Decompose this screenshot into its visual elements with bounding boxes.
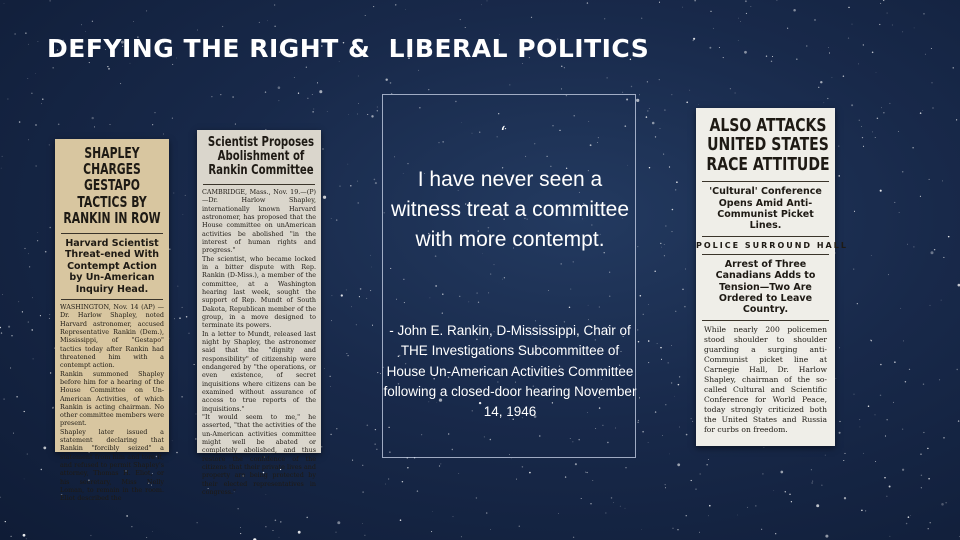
clipping-divider — [61, 233, 163, 234]
clipping-body: CAMBRIDGE, Mass., Nov. 19.—(P) —Dr. Harlow Shapley, internationally known Harvard astronomer, has proposed that the House committee on unAmerican activities be abolished "in the interest of human rights and progress." The scientist, who became locked in a bitter dispute with Rep. Rankin (D-Miss.), a member of the committee, at a Washington hearing last week, sought the support of Rep. Mundt of South Dakota, Republican member of the group, in a move designed to terminate its powers. In a letter to Mundt, released last night by Shapley, the astronomer said that the "dignity and responsibility" of citizenship were endangered by "the operations, or even existence, of secret inquisitions where citizens can be examined without assurance of access to true reports of the inquisitions." "It would seem to me," he asserted, "that the activities of the un-American activities committee might well be abated or completely abolished, and thus restore the confidence of the citizens that their private lives and property are being protected by their elected representatives in congress." — [202, 188, 316, 496]
clipping-divider — [702, 254, 829, 255]
clipping-divider — [702, 181, 829, 182]
newspaper-clipping-shapley-charges — [55, 139, 169, 503]
clipping-subhead-arrest: Arrest of Three Canadians Adds to Tension—Two Are Ordered to Leave Country. — [715, 258, 816, 316]
clipping-divider — [61, 299, 163, 300]
clipping-subhead: Harvard Scientist Threat-ened With Contempt Action by Un-American Inquiry Head. — [64, 237, 160, 295]
slide-title: DEFYING THE RIGHT & LIBERAL POLITICS — [47, 34, 650, 63]
quote-text: I have never seen a witness treat a committee with more contempt. — [390, 168, 630, 252]
clipping-divider — [702, 236, 829, 237]
newspaper-clipping-also-attacks — [696, 108, 848, 446]
quote-attribution: - John E. Rankin, D-Mississippi, Chair of THE Investigations Subcommittee of House Un-American Activities Committee following a closed-door hearing November 14, 1946 — [383, 323, 637, 419]
clipping-body: While nearly 200 policemen stood shoulder to shoulder guarding a surging anti-Communist picket line at Carnegie Hall, Dr. Harlow Shapley, chairman of the so-called Cultural and Scientific Conference for World Peace, today strongly criticized both the United States and Russia for curbs on freedom. — [704, 324, 827, 434]
clipping-headline: ALSO ATTACKS UNITED STATES RACE ATTITUDE — [706, 115, 830, 175]
clipping-headline: SHAPLEY CHARGES GESTAPO TACTICS BY RANKIN IN ROW — [63, 144, 161, 227]
clipping-subhead: 'Cultural' Conference Opens Amid Anti-Communist Picket Lines. — [709, 186, 822, 232]
clipping-body: WASHINGTON, Nov. 14 (AP) —Dr. Harlow Shapley, noted Harvard astronomer, accused Representative Rankin (Dem.), Mississippi, of "Gestapo" tactics today after Rankin had threatened him with a contempt action. Rankin summoned Shapley before him for a hearing of the House Committee on Un-American Activities, of which Rankin is acting chairman. No other committee members were present. Shapley later issued a statement declaring that Rankin "forcibly seized" a statement from him and tore it, and refused to permit Shapley's attorney, Thomas H. Eliot, or his secretary, Miss Nelly Loman, to remain in the room. Eliot described the — [60, 302, 164, 503]
quote-mark: ‘ — [500, 123, 506, 144]
clipping-headline: Scientist Proposes Abolishment of Rankin Committee — [207, 135, 315, 179]
clipping-divider — [203, 184, 315, 185]
quote-box — [382, 94, 636, 458]
clipping-divider — [702, 320, 829, 321]
newspaper-clipping-scientist-proposes — [197, 130, 321, 496]
clipping-subhead-police: POLICE SURROUND HALL — [696, 240, 848, 250]
